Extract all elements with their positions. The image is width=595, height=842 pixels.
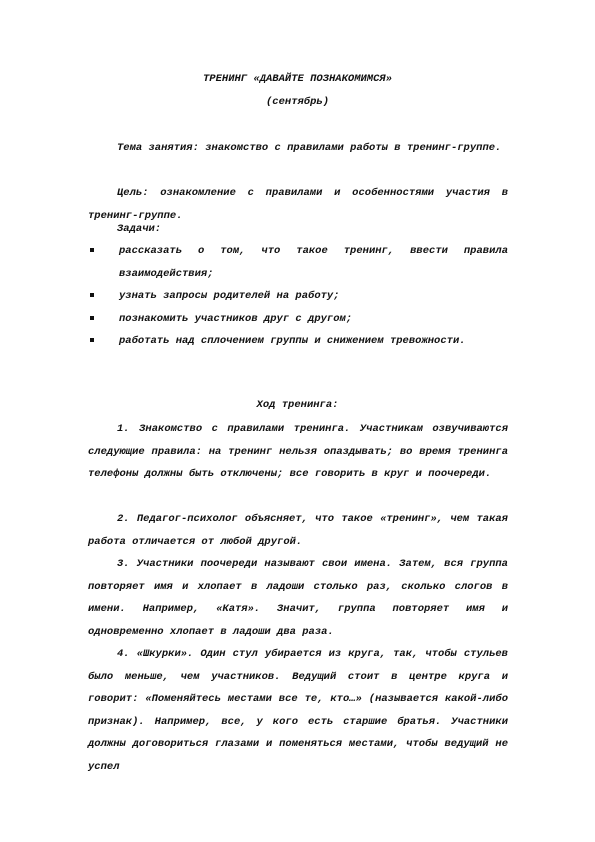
- step-paragraph: 4. «Шкурки». Один стул убирается из круга, так, чтобы стульев было меньше, чем участников. Ведущий стоит в центре круга и говорит: «Поменяйтесь местами все те, кто…» (называется какой-либо признак). Например, все, у кого есть старшие братья. Участники должны договориться глазами и поменяться местами, чтобы ведущий не успел: [88, 648, 508, 773]
- task-text: узнать запросы родителей на работу;: [119, 290, 340, 302]
- step-paragraph: 3. Участники поочереди называют свои имена. Затем, вся группа повторяет имя и хлопает в ладоши столько раз, сколько слогов в имени. Например, «Катя». Значит, группа повторяет имя и одновременно хлопает в ладоши два раза.: [88, 558, 508, 638]
- bullet-icon: [90, 248, 94, 252]
- bullet-icon: [90, 316, 94, 320]
- list-item: [88, 308, 508, 331]
- task-text: познакомить участников друг с другом;: [119, 312, 353, 325]
- bullet-icon: [90, 338, 94, 342]
- list-item: [88, 330, 508, 353]
- step-1-block: [88, 418, 508, 486]
- document-title: ТРЕНИНГ «ДАВАЙТЕ ПОЗНАКОМИМСЯ»: [202, 73, 393, 85]
- task-text: работать над сплочением группы и снижением тревожности.: [119, 335, 466, 347]
- step-3-block: [88, 553, 508, 643]
- goal-paragraph: Цель: ознакомление с правилами и особенностями участия в тренинг-группе.: [88, 187, 508, 222]
- list-item: [88, 285, 508, 308]
- document-subtitle: (сентябрь): [265, 96, 329, 108]
- list-item: [88, 240, 508, 285]
- topic-block: [88, 137, 508, 160]
- topic-paragraph: Тема занятия: знакомство с правилами работы в тренинг-группе.: [117, 142, 502, 154]
- step-paragraph: 2. Педагог-психолог объясняет, что такое «тренинг», чем такая работа отличается от любой другой.: [88, 513, 508, 548]
- step-4-block: [88, 643, 508, 778]
- bullet-icon: [90, 293, 94, 297]
- progress-title: Ход тренинга:: [256, 399, 339, 411]
- tasks-label: Задачи:: [117, 223, 162, 235]
- tasks-label-block: [88, 218, 508, 241]
- task-text: рассказать о том, что такое тренинг, ввести правила взаимодействия;: [119, 245, 508, 280]
- step-paragraph: 1. Знакомство с правилами тренинга. Участникам озвучиваются следующие правила: на тренинг нельзя опаздывать; во время тренинга телефоны должны быть отключены; все говорить в круг и поочереди.: [88, 423, 508, 480]
- tasks-list: [88, 240, 508, 353]
- step-2-block: [88, 508, 508, 553]
